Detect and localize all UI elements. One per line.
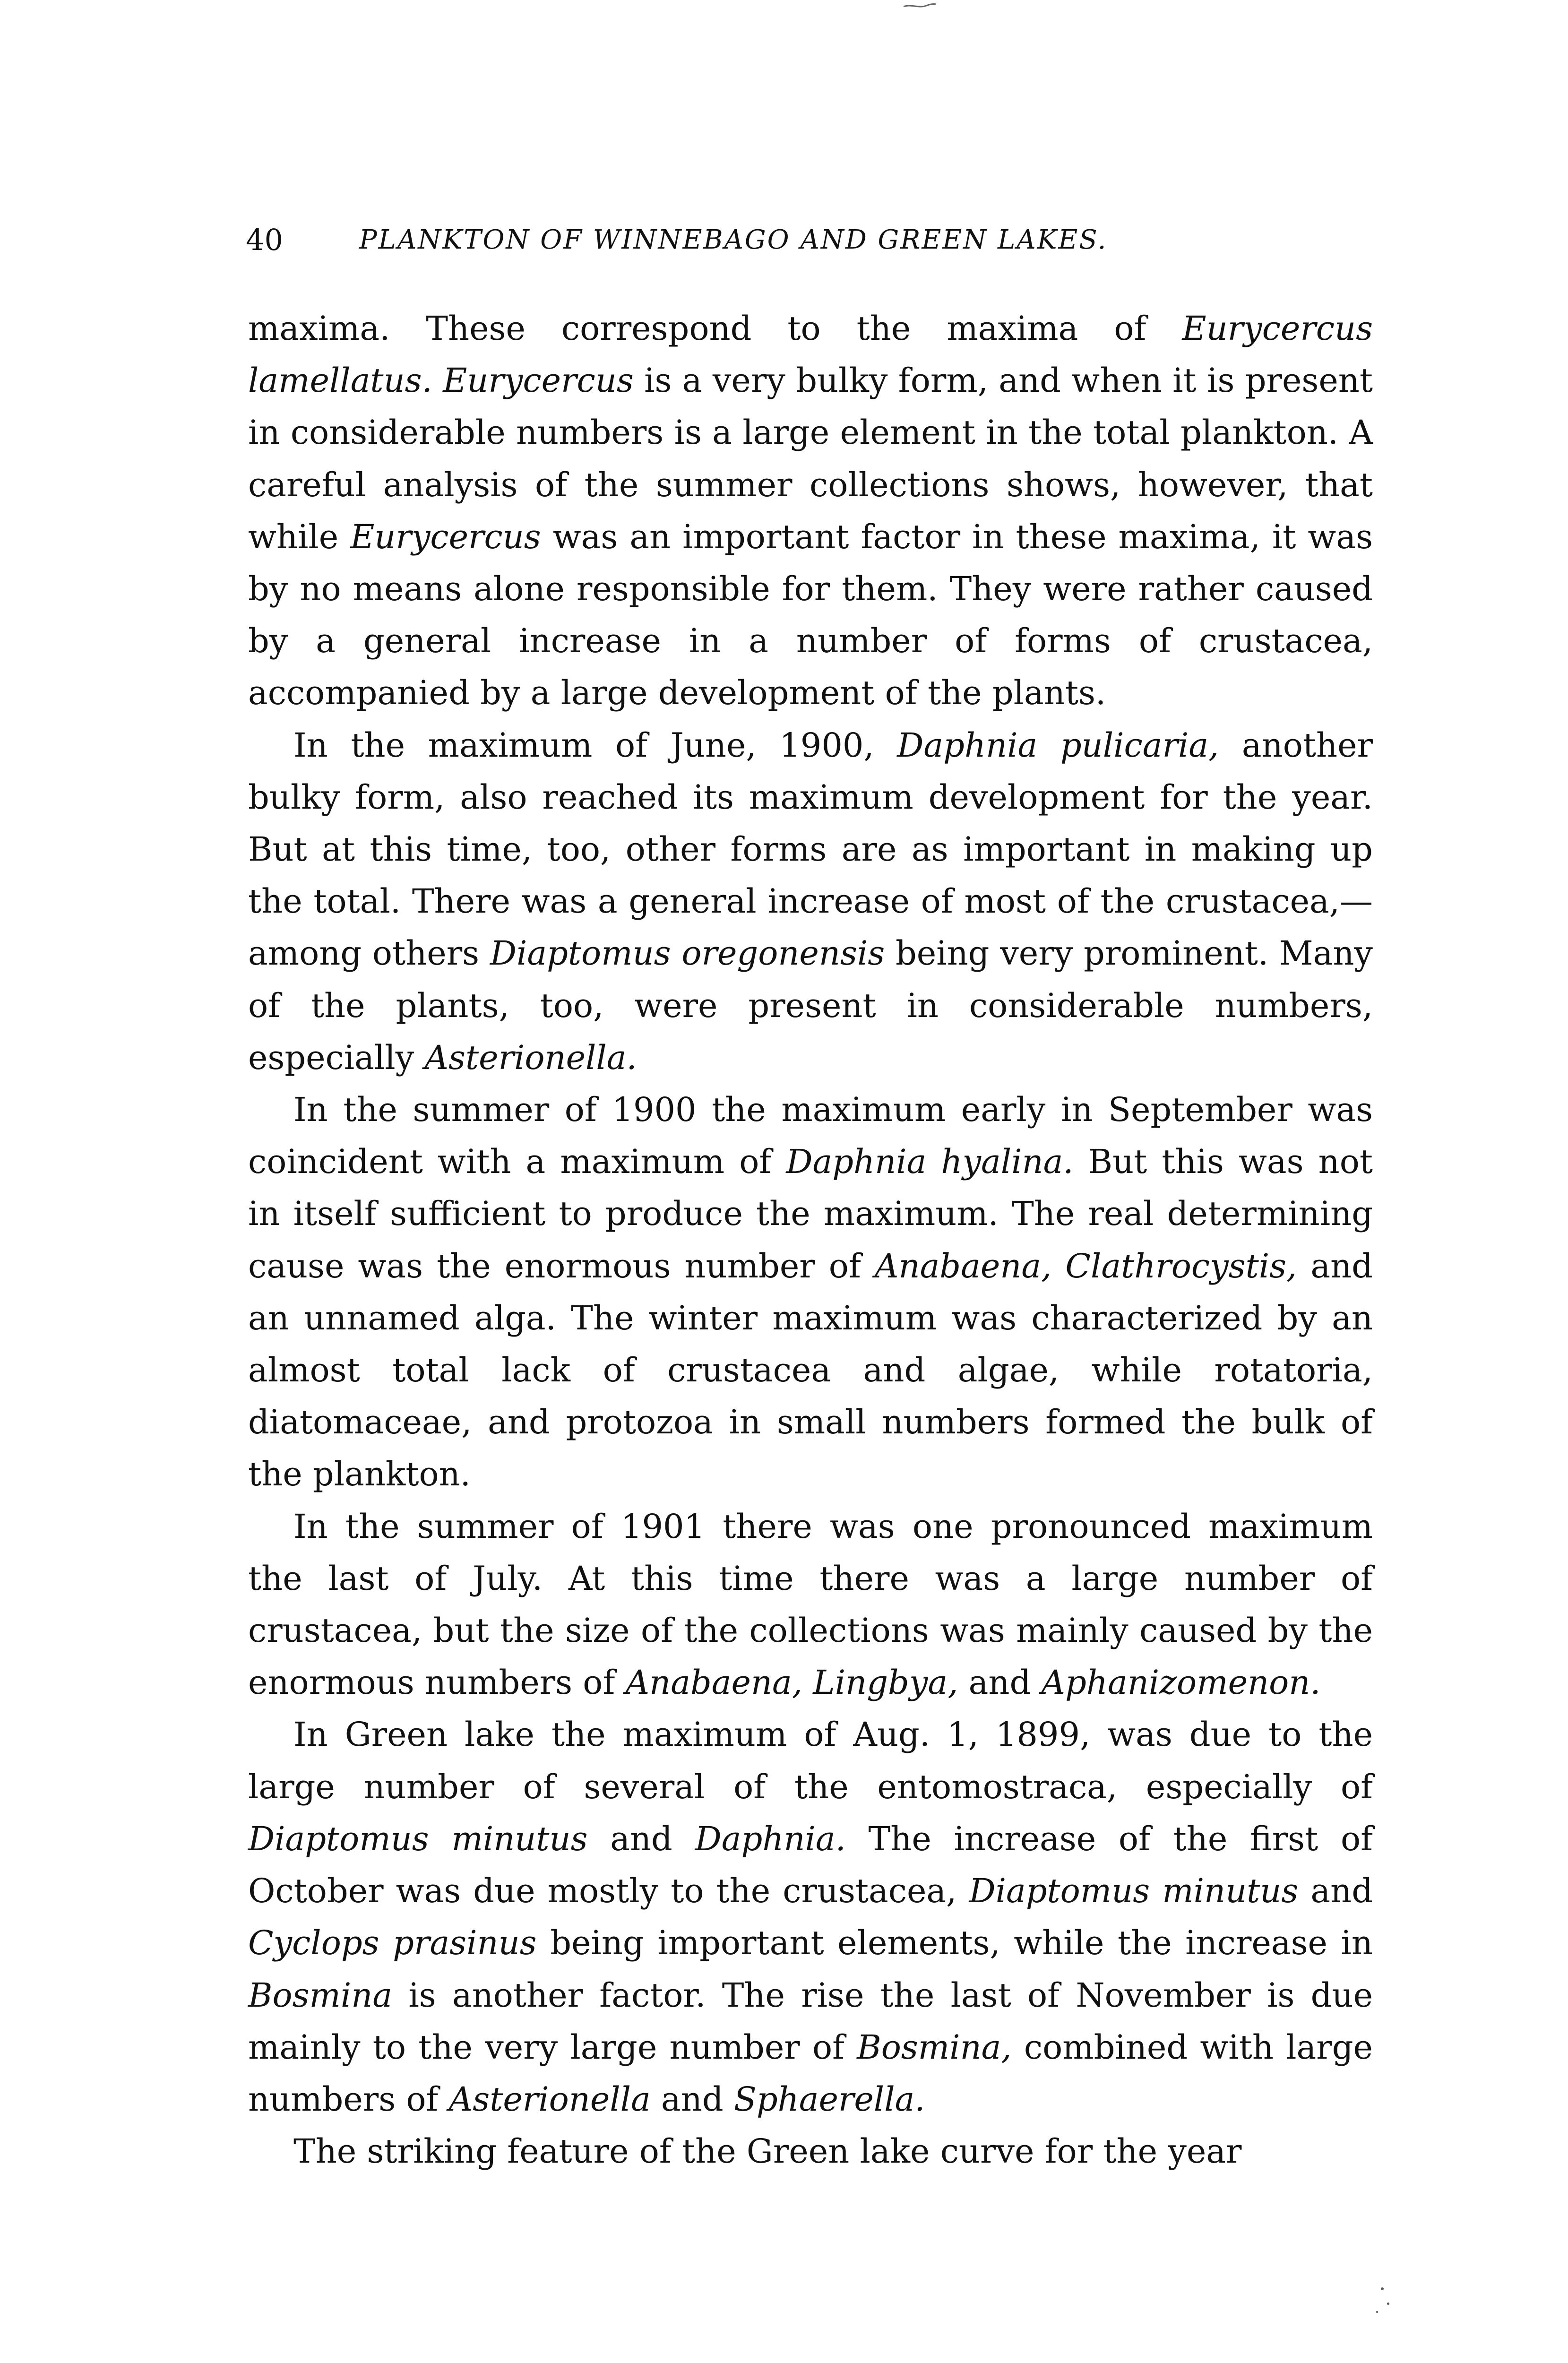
italic-term: Diaptomus minutus bbox=[969, 1871, 1299, 1911]
paragraph bbox=[248, 1501, 1373, 1709]
text-run: combined with large numbers of bbox=[248, 2027, 1373, 2119]
italic-term: Diaptomus minutus bbox=[248, 1819, 588, 1858]
paper-speck bbox=[1387, 2303, 1389, 2305]
text-run: is a very bulky form, and when it is present in considerable numbers is a large element in the total plankton. A careful analysis of the summer collections shows, however, that while bbox=[248, 361, 1373, 556]
text-run: In the maximum of June, 1900, bbox=[293, 725, 897, 765]
text-run: But this was not in itself sufficient to produce the maximum. The real determining cause was the enormous number of bbox=[248, 1142, 1373, 1285]
italic-term: Diaptomus oregonensis bbox=[490, 934, 885, 973]
italic-term: Bosmina, bbox=[857, 2027, 1012, 2067]
text-run: and bbox=[650, 2079, 734, 2119]
text-run: and bbox=[1298, 1871, 1373, 1911]
italic-term: Cyclops prasinus bbox=[248, 1923, 537, 1963]
paper-speck bbox=[1381, 2287, 1384, 2290]
text-run: The striking feature of the Green lake curve for the year bbox=[293, 2132, 1242, 2171]
italic-term: Anabaena, Lingbya, bbox=[625, 1663, 958, 1702]
text-run: In the summer of 1901 there was one pronounced maximum the last of July. At this time there was a large number of crustacea, but the size of the collections was mainly caused by the enormous numbers of bbox=[248, 1507, 1373, 1702]
italic-term: Daphnia hyalina. bbox=[786, 1142, 1074, 1182]
text-run: was an important factor in these maxima, it was by no means alone responsible for them. They were rather caused by a general increase in a number of forms of crustacea, accompanied by a large development of the plants. bbox=[248, 517, 1373, 713]
paper-speck bbox=[1376, 2311, 1378, 2313]
text-run: and bbox=[958, 1663, 1042, 1702]
text-run bbox=[432, 361, 443, 400]
top-edge-mark bbox=[903, 2, 937, 9]
text-run: In the summer of 1900 the maximum early in September was coincident with a maximum of bbox=[248, 1090, 1373, 1182]
text-run: and an unnamed alga. The winter maximum was characterized by an almost total lack of crustacea and algae, while rotatoria, diatomaceae, and protozoa in small numbers formed the bulk of the plankton. bbox=[248, 1246, 1373, 1494]
paragraph bbox=[248, 1084, 1373, 1501]
text-run: being important elements, while the increase in bbox=[536, 1923, 1373, 1963]
italic-term: Eurycercus bbox=[350, 517, 541, 556]
running-title: PLANKTON OF WINNEBAGO AND GREEN LAKES. bbox=[359, 224, 1108, 255]
italic-term: Bosmina bbox=[248, 1975, 393, 2015]
italic-term: Aphanizomenon. bbox=[1041, 1663, 1321, 1702]
italic-term: Daphnia pulicaria, bbox=[897, 725, 1219, 765]
italic-term: Sphaerella. bbox=[733, 2079, 925, 2119]
paragraph bbox=[248, 302, 1373, 719]
italic-term: Daphnia. bbox=[695, 1819, 846, 1858]
paragraph bbox=[248, 719, 1373, 1084]
text-run: and bbox=[587, 1819, 695, 1858]
text-run: maxima. These correspond to the maxima of bbox=[248, 309, 1182, 348]
text-run: The increase of the first of October was due mostly to the crustacea, bbox=[248, 1819, 1373, 1911]
italic-term: Asterionella bbox=[448, 2079, 651, 2119]
italic-term: Eurycercus bbox=[443, 361, 634, 400]
paragraph bbox=[248, 1708, 1373, 2125]
body-text bbox=[248, 302, 1373, 2177]
running-head bbox=[246, 221, 1389, 259]
text-run: In Green lake the maximum of Aug. 1, 1899, was due to the large number of several of the entomostraca, especially of bbox=[248, 1715, 1373, 1806]
italic-term: Asterionella. bbox=[424, 1038, 637, 1077]
text-run: being very prominent. Many of the plants, too, were present in considerable numbers, especially bbox=[248, 934, 1373, 1077]
text-run: another bulky form, also reached its maximum development for the year. But at this time, too, other forms are as important in making up the total. There was a general increase of most of the crustacea,—among others bbox=[248, 725, 1373, 973]
italic-term: Anabaena, Clathrocystis, bbox=[874, 1246, 1297, 1285]
text-run: is another factor. The rise the last of November is due mainly to the very large number of bbox=[248, 1975, 1373, 2067]
paragraph bbox=[248, 2125, 1373, 2177]
italic-term: Eurycercus lamellatus. bbox=[248, 309, 1373, 400]
page-number: 40 bbox=[246, 223, 283, 257]
